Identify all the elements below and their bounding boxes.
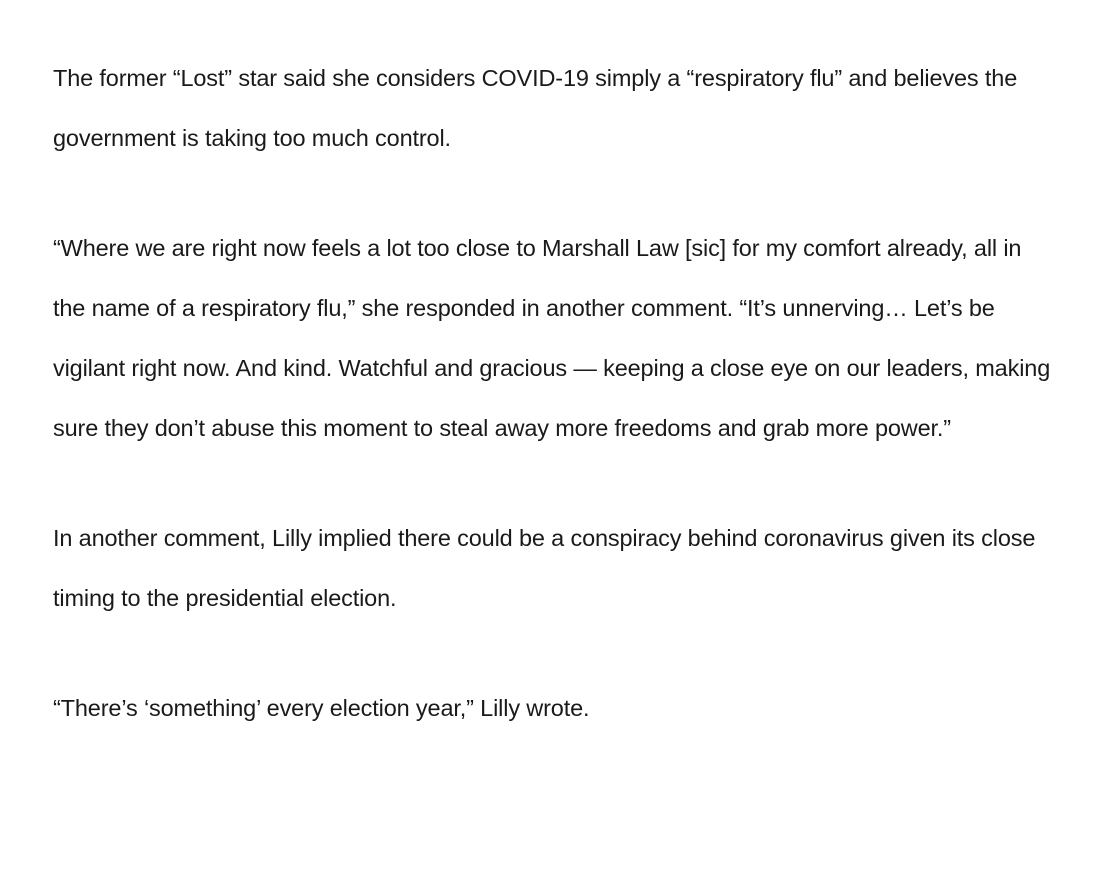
article-paragraph: “There’s ‘something’ every election year,” Lilly wrote. <box>53 695 590 721</box>
article-paragraph: “Where we are right now feels a lot too close to Marshall Law [sic] for my comfort already, all in the name of a respiratory flu,” she responded in another comment. “It’s unnerving… Let’s be vigilant right now. And kind. Watchful and gracious — keeping a close eye on our leaders, making sure they don’t abuse this moment to steal away more freedoms and grab more power.” <box>53 235 1051 441</box>
article-paragraph: The former “Lost” star said she considers COVID-19 simply a “respiratory flu” and believes the government is taking too much control. <box>53 65 1018 151</box>
article-paragraph: In another comment, Lilly implied there could be a conspiracy behind coronavirus given its close timing to the presidential election. <box>53 525 1036 611</box>
